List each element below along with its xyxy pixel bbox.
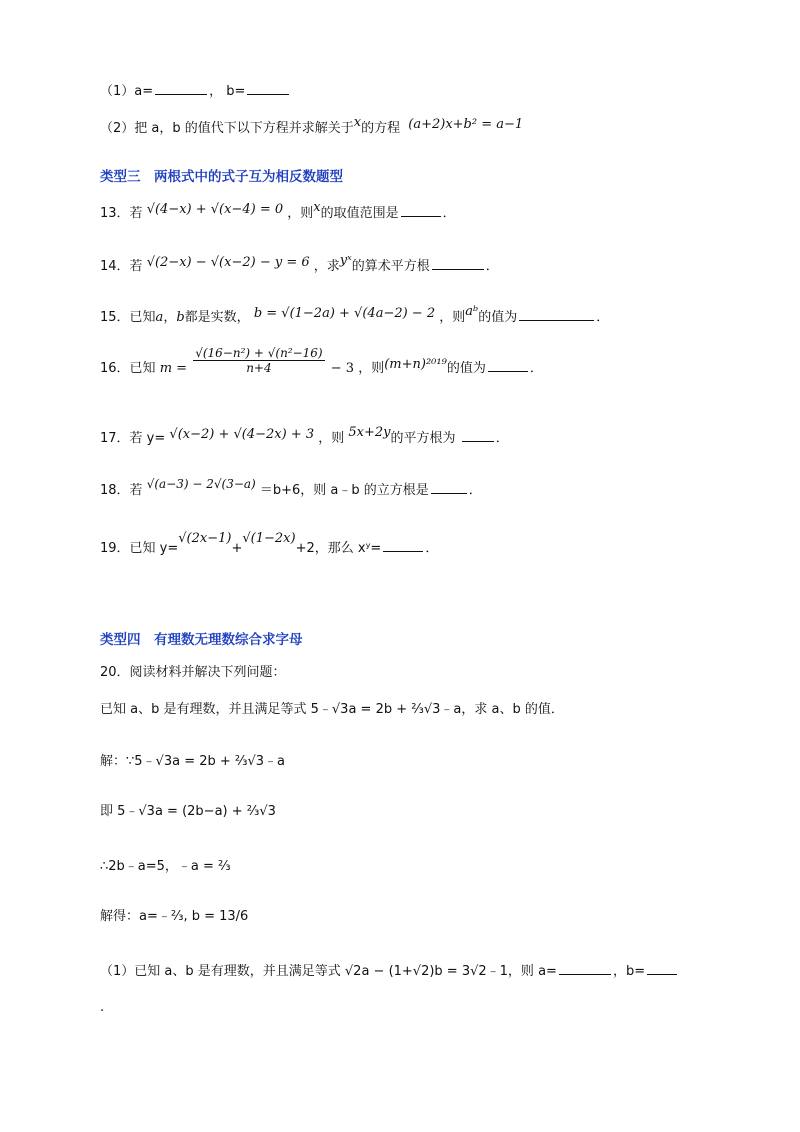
q15-a: a bbox=[155, 310, 164, 325]
q13-number: 13．若 bbox=[100, 206, 143, 221]
q19-answer-blank[interactable] bbox=[383, 551, 423, 552]
q17-tail: 的平方根为 bbox=[390, 431, 456, 446]
q20-given: 已知 a、b 是有理数，并且满足等式 5﹣√3a = 2b + ⅔√3﹣a，求 a、b 的值． bbox=[100, 702, 564, 717]
question-17: 17．若 y= √(x−2) + √(4−2x) + 3 ，则 5x+2y的平方根为 ． bbox=[100, 425, 509, 446]
q15-answer-blank[interactable] bbox=[519, 320, 594, 321]
answer-blank-b[interactable] bbox=[247, 94, 289, 95]
q14-answer-blank[interactable] bbox=[432, 269, 484, 270]
q14-equation: √(2−x) − √(x−2) − y = 6 bbox=[146, 255, 310, 270]
q18-equation: √(a−3) − 2√(3−a) bbox=[146, 477, 256, 491]
heading-type3: 类型三 两根式中的式子互为相反数题型 bbox=[100, 169, 343, 185]
prev-part1-prefix: （1）a= bbox=[100, 84, 154, 99]
q19-plus: + bbox=[231, 541, 243, 556]
q18-after: ＝b+6，则 a﹣b 的立方根是 bbox=[259, 483, 429, 498]
q14-power: yˣ bbox=[339, 253, 352, 268]
q19-eq1: √(2x−1) bbox=[178, 531, 232, 546]
q17-answer-blank[interactable] bbox=[462, 441, 494, 442]
prev-part1-mid: ， b= bbox=[209, 84, 246, 99]
q16-number: 16．已知 bbox=[100, 361, 156, 376]
q16-power: (m+n)²⁰¹⁹ bbox=[384, 357, 447, 372]
prev-part2-equation: (a+2)x+b² = a−1 bbox=[408, 117, 524, 132]
question-16: 16．已知 m = $\frac{\text{√(16−n²) + √(n²−16)}}{n+4}$ − 3 ，则(m+n)²⁰¹⁹的值为 ． bbox=[100, 346, 543, 376]
q19-number: 19．已知 y= bbox=[100, 541, 179, 556]
q16-answer-blank[interactable] bbox=[488, 371, 528, 372]
q15-tail: 的值为 bbox=[478, 310, 518, 325]
q15-equation: b = √(1−2a) + √(4a−2) − 2 bbox=[253, 306, 436, 321]
q20-solution-4: 解得：a=﹣⅔, b = 13/6 bbox=[100, 909, 249, 924]
q20-part1 bbox=[100, 960, 679, 979]
q16-lhs: m = bbox=[159, 361, 188, 376]
q16-rest: − 3 bbox=[330, 361, 355, 376]
prev-part2-text: （2）把 a，b 的值代下以下方程并求解关于 bbox=[100, 121, 354, 136]
q20-solution-3: ∴2b﹣a=5，﹣a = ⅔ bbox=[100, 859, 231, 874]
q20-intro: 20．阅读材料并解决下列问题： bbox=[100, 665, 286, 680]
q15-mid: 都是实数， bbox=[184, 310, 250, 325]
q13-answer-blank[interactable] bbox=[401, 216, 441, 217]
q20-answer-blank-a[interactable] bbox=[559, 974, 611, 975]
q20-solution-2: 即 5﹣√3a = (2b−a) + ⅔√3 bbox=[100, 804, 276, 819]
q14-after: ，求 bbox=[313, 259, 340, 274]
prev-part2 bbox=[100, 115, 523, 136]
heading-type4: 类型四 有理数无理数综合求字母 bbox=[100, 632, 303, 648]
question-14: 14．若 √(2−x) − √(x−2) − y = 6 ，求yˣ的算术平方根 ． bbox=[100, 253, 499, 274]
prev-part1 bbox=[100, 80, 291, 99]
q13-after: ，则 bbox=[287, 206, 314, 221]
q13-equation: √(4−x) + √(x−4) = 0 bbox=[146, 202, 284, 217]
question-15: 15．已知a，b都是实数， b = √(1−2a) + √(4a−2) − 2 ，则aᵇ的值为 ． bbox=[100, 304, 610, 325]
q17-equation: √(x−2) + √(4−2x) + 3 bbox=[169, 427, 315, 442]
q16-denominator: n+4 bbox=[246, 361, 272, 375]
q13-tail: 的取值范围是 bbox=[320, 206, 399, 221]
q20-part1-text: （1）已知 a、b 是有理数，并且满足等式 √2a − (1+√2)b = 3√2﹣1，则 a= bbox=[100, 964, 557, 979]
q16-numerator: √(16−n²) + √(n²−16) bbox=[195, 346, 323, 360]
question-19: 19．已知 y=√(2x−1)+√(1−2x)+2，那么 xʸ= ． bbox=[100, 531, 439, 556]
q20-answer-blank-b[interactable] bbox=[647, 974, 677, 975]
q18-answer-blank[interactable] bbox=[431, 493, 467, 494]
q15-b: b bbox=[176, 310, 185, 325]
q17-number: 17．若 y= bbox=[100, 431, 166, 446]
q19-eq2: √(1−2x) bbox=[242, 531, 296, 546]
prev-part2-text2: 的方程 bbox=[361, 121, 401, 136]
question-13: 13．若 √(4−x) + √(x−4) = 0 ，则x的取值范围是 ． bbox=[100, 200, 456, 221]
q16-fraction bbox=[193, 346, 324, 375]
q17-expr: 5x+2y bbox=[348, 425, 391, 440]
question-18: 18．若 √(a−3) − 2√(3−a) ＝b+6，则 a﹣b 的立方根是 ． bbox=[100, 477, 482, 498]
q20-solution-1: 解：∵5﹣√3a = 2b + ⅔√3﹣a bbox=[100, 754, 286, 769]
q15-after: ，则 bbox=[439, 310, 466, 325]
q14-tail: 的算术平方根 bbox=[351, 259, 430, 274]
q16-after: ，则 bbox=[358, 361, 385, 376]
prev-part2-var: x bbox=[353, 115, 362, 130]
q15-power: aᵇ bbox=[465, 304, 479, 319]
q20-trailing-dot: . bbox=[100, 1000, 105, 1015]
q16-tail: 的值为 bbox=[446, 361, 486, 376]
q20-part1-mid: ，b= bbox=[612, 964, 646, 979]
answer-blank-a[interactable] bbox=[155, 94, 207, 95]
q18-number: 18．若 bbox=[100, 483, 143, 498]
q15-sep: ， bbox=[163, 310, 177, 325]
q15-number: 15．已知 bbox=[100, 310, 156, 325]
q13-var: x bbox=[313, 200, 321, 215]
q17-after: ，则 bbox=[318, 431, 345, 446]
q19-after: +2，那么 xʸ= bbox=[295, 541, 382, 556]
q14-number: 14．若 bbox=[100, 259, 143, 274]
